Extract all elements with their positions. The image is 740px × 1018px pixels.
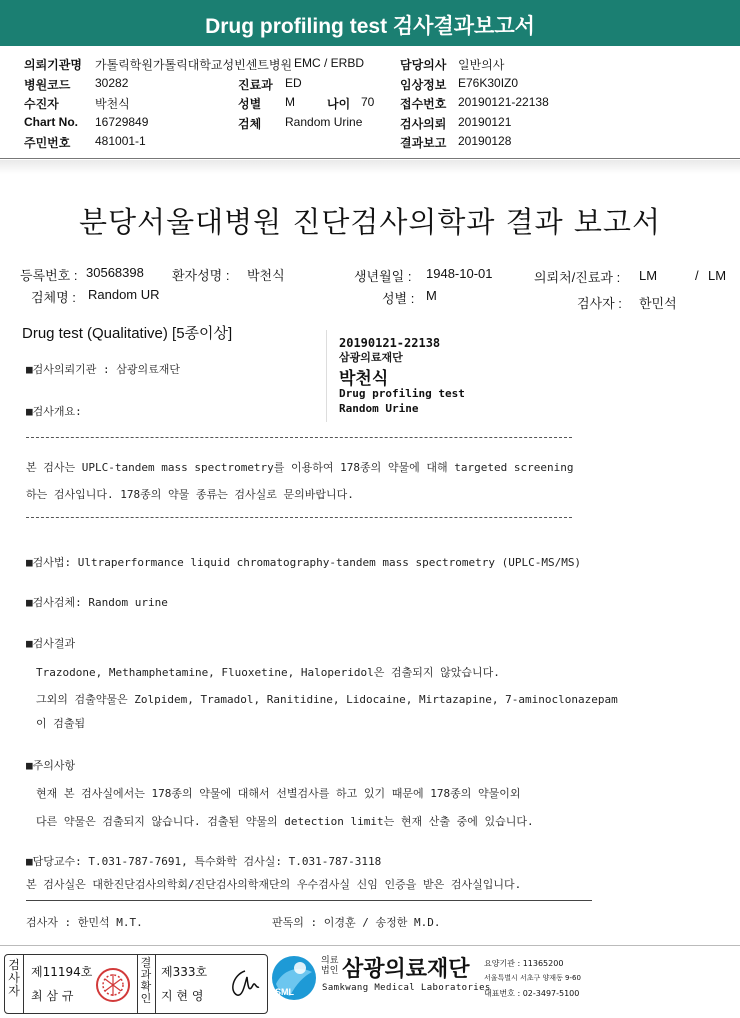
header-dept-label: 진료과 [238, 78, 273, 92]
header-org-value2: EMC / ERBD [294, 56, 365, 70]
tester-value: 한민석 [639, 296, 677, 311]
org-name: 삼광의료재단 [342, 957, 470, 982]
overview-heading: ■검사개요: [26, 405, 82, 418]
caution-line-1: 현재 본 검사실에서는 178종의 약물에 대해서 선별검사를 하고 있기 때문에 178종의 약물이외 [36, 787, 521, 800]
overview-line-1: 본 검사는 UPLC-tandem mass spectrometry를 이용하여 178종의 약물에 대해 targeted screening [26, 461, 574, 474]
sticker-org: 삼광의료재단 [339, 351, 403, 364]
confirm-license-no: 제333호 [161, 965, 208, 979]
org-contact-1: 요양기관 : 11365200 [484, 959, 564, 968]
sticker-test: Drug profiling test [339, 387, 465, 400]
header-doctor-label: 담당의사 [400, 58, 447, 72]
contact-line: ■담당교수: T.031-787-7691, 특수화학 검사실: T.031-787-3118 [26, 855, 382, 868]
confirm-vertical-label: 결과확인 [140, 956, 152, 1005]
sticker-patient: 박천식 [339, 369, 389, 389]
header-doctor-value: 일반의사 [458, 58, 505, 72]
reg-label: 등록번호 : [20, 268, 78, 283]
specimen-line: ■검사검체: Random urine [26, 596, 168, 609]
header-org-value: 가톨릭학원가톨릭대학교성빈센트병원 [95, 58, 293, 72]
confirm-name: 지 현 영 [161, 989, 204, 1003]
overview-divider-bottom [26, 517, 572, 518]
specimen-label: 검체명 : [31, 290, 76, 305]
reg-value: 30568398 [86, 265, 144, 280]
header-ssn-label: 주민번호 [24, 136, 71, 150]
header-age-label: 나이 [327, 97, 351, 111]
header-request-label: 검사의뢰 [400, 117, 447, 131]
header-title: Drug profiling test 검사결과보고서 [205, 15, 535, 38]
header-request-value: 20190121 [458, 115, 512, 129]
sample-sticker [326, 330, 517, 422]
caution-heading: ■주의사항 [26, 759, 76, 772]
examiner-seal-icon [91, 965, 135, 1005]
header-hospcode-value: 30282 [95, 76, 129, 90]
tester-label: 검사자 : [577, 296, 622, 311]
header-specimen-value: Random Urine [285, 115, 363, 129]
header-patient-label: 수진자 [24, 97, 59, 111]
header-receipt-label: 접수번호 [400, 97, 447, 111]
header-chart-label: Chart No. [24, 115, 78, 129]
specimen-value: Random UR [88, 287, 160, 302]
header-receipt-value: 20190121-22138 [458, 95, 549, 109]
header-specimen-label: 검체 [238, 117, 262, 131]
result-heading: ■검사결과 [26, 637, 76, 650]
examiner-name: 최 삼 규 [31, 989, 74, 1003]
patient-label: 환자성명 : [172, 268, 230, 283]
examiner-license-no: 제11194호 [31, 965, 93, 979]
caution-line-2: 다른 약물은 검출되지 않습니다. 검출된 약물의 detection limit는 현재 산출 중에 있습니다. [36, 815, 534, 828]
header-sex-value: M [285, 95, 295, 109]
overview-divider-top [26, 437, 572, 438]
header-sex-label: 성별 [238, 97, 262, 111]
box-divider-2 [137, 955, 138, 1013]
sticker-specimen: Random Urine [339, 402, 419, 415]
header-age-value: 70 [361, 95, 375, 109]
sticker-receipt-no: 20190121-22138 [339, 336, 441, 350]
dob-value: 1948-10-01 [426, 266, 493, 281]
confirm-signature-icon [223, 963, 263, 1003]
signature-box [4, 954, 268, 1014]
header-hospcode-label: 병원코드 [24, 78, 71, 92]
report-title: 분당서울대병원 진단검사의학과 결과 보고서 [79, 205, 661, 239]
org-contact-3: 대표번호 : 02-3497-5100 [484, 989, 580, 998]
dept-value2: LM [708, 268, 727, 283]
box-divider-3 [155, 955, 156, 1013]
header-chart-value: 16729849 [95, 115, 149, 129]
result-line-3: 이 검출됨 [36, 717, 86, 730]
header-report-label: 결과보고 [400, 136, 447, 150]
header-patient-value: 박천식 [95, 97, 130, 111]
dept-value: LM [639, 268, 658, 283]
sex-value: M [426, 288, 437, 303]
header-org-label: 의뢰기관명 [24, 58, 82, 72]
footer-divider [0, 945, 740, 946]
header-dept-value: ED [285, 76, 302, 90]
logo-text: SML [275, 987, 294, 997]
header-divider [0, 158, 740, 159]
box-divider-1 [23, 955, 24, 1013]
dept-label: 의뢰처/진료과 : [534, 270, 621, 285]
overview-line-2: 하는 검사입니다. 178종의 약물 종류는 검사실로 문의바랍니다. [26, 488, 354, 501]
header-report-value: 20190128 [458, 134, 512, 148]
result-line-1: Trazodone, Methamphetamine, Fluoxetine, Haloperidol은 검출되지 않았습니다. [36, 666, 500, 679]
examiner-vertical-label: 검사자 [8, 958, 20, 998]
header-clinical-value: E76K30IZ0 [458, 76, 519, 90]
header-clinical-label: 임상정보 [400, 78, 447, 92]
scan-shadow [0, 160, 740, 174]
examiner-line: 검사자 : 한민석 M.T. [26, 916, 143, 929]
cert-line: 본 검사실은 대한진단검사의학회/진단검사의학재단의 우수검사실 신임 인증을 받은 검사실입니다. [26, 878, 522, 891]
sex-label: 성별 : [382, 291, 415, 306]
reader-line: 판독의 : 이경훈 / 송정한 M.D. [272, 916, 441, 929]
patient-value: 박천식 [247, 268, 285, 283]
result-line-2: 그외의 검출약물은 Zolpidem, Tramadol, Ranitidine, Lidocaine, Mirtazapine, 7-aminoclonazepam [36, 693, 618, 706]
org-contact-2: 서울특별시 서초구 양재동 9-60 [484, 974, 581, 982]
header-bar [0, 0, 740, 46]
header-ssn-value: 481001-1 [95, 134, 146, 148]
org-english-name: Samkwang Medical Laboratories [322, 983, 491, 993]
dob-label: 생년월일 : [354, 269, 412, 284]
method-line: ■검사법: Ultraperformance liquid chromatography-tandem mass spectrometry (UPLC-MS/MS) [26, 556, 582, 569]
agency-line: ■검사의뢰기관 : 삼광의료재단 [26, 363, 181, 376]
test-name: Drug test (Qualitative) [5종이상] [22, 325, 233, 342]
dept-separator: / [695, 268, 699, 283]
signature-divider [26, 900, 592, 901]
org-prefix: 의료법인 [321, 956, 339, 976]
